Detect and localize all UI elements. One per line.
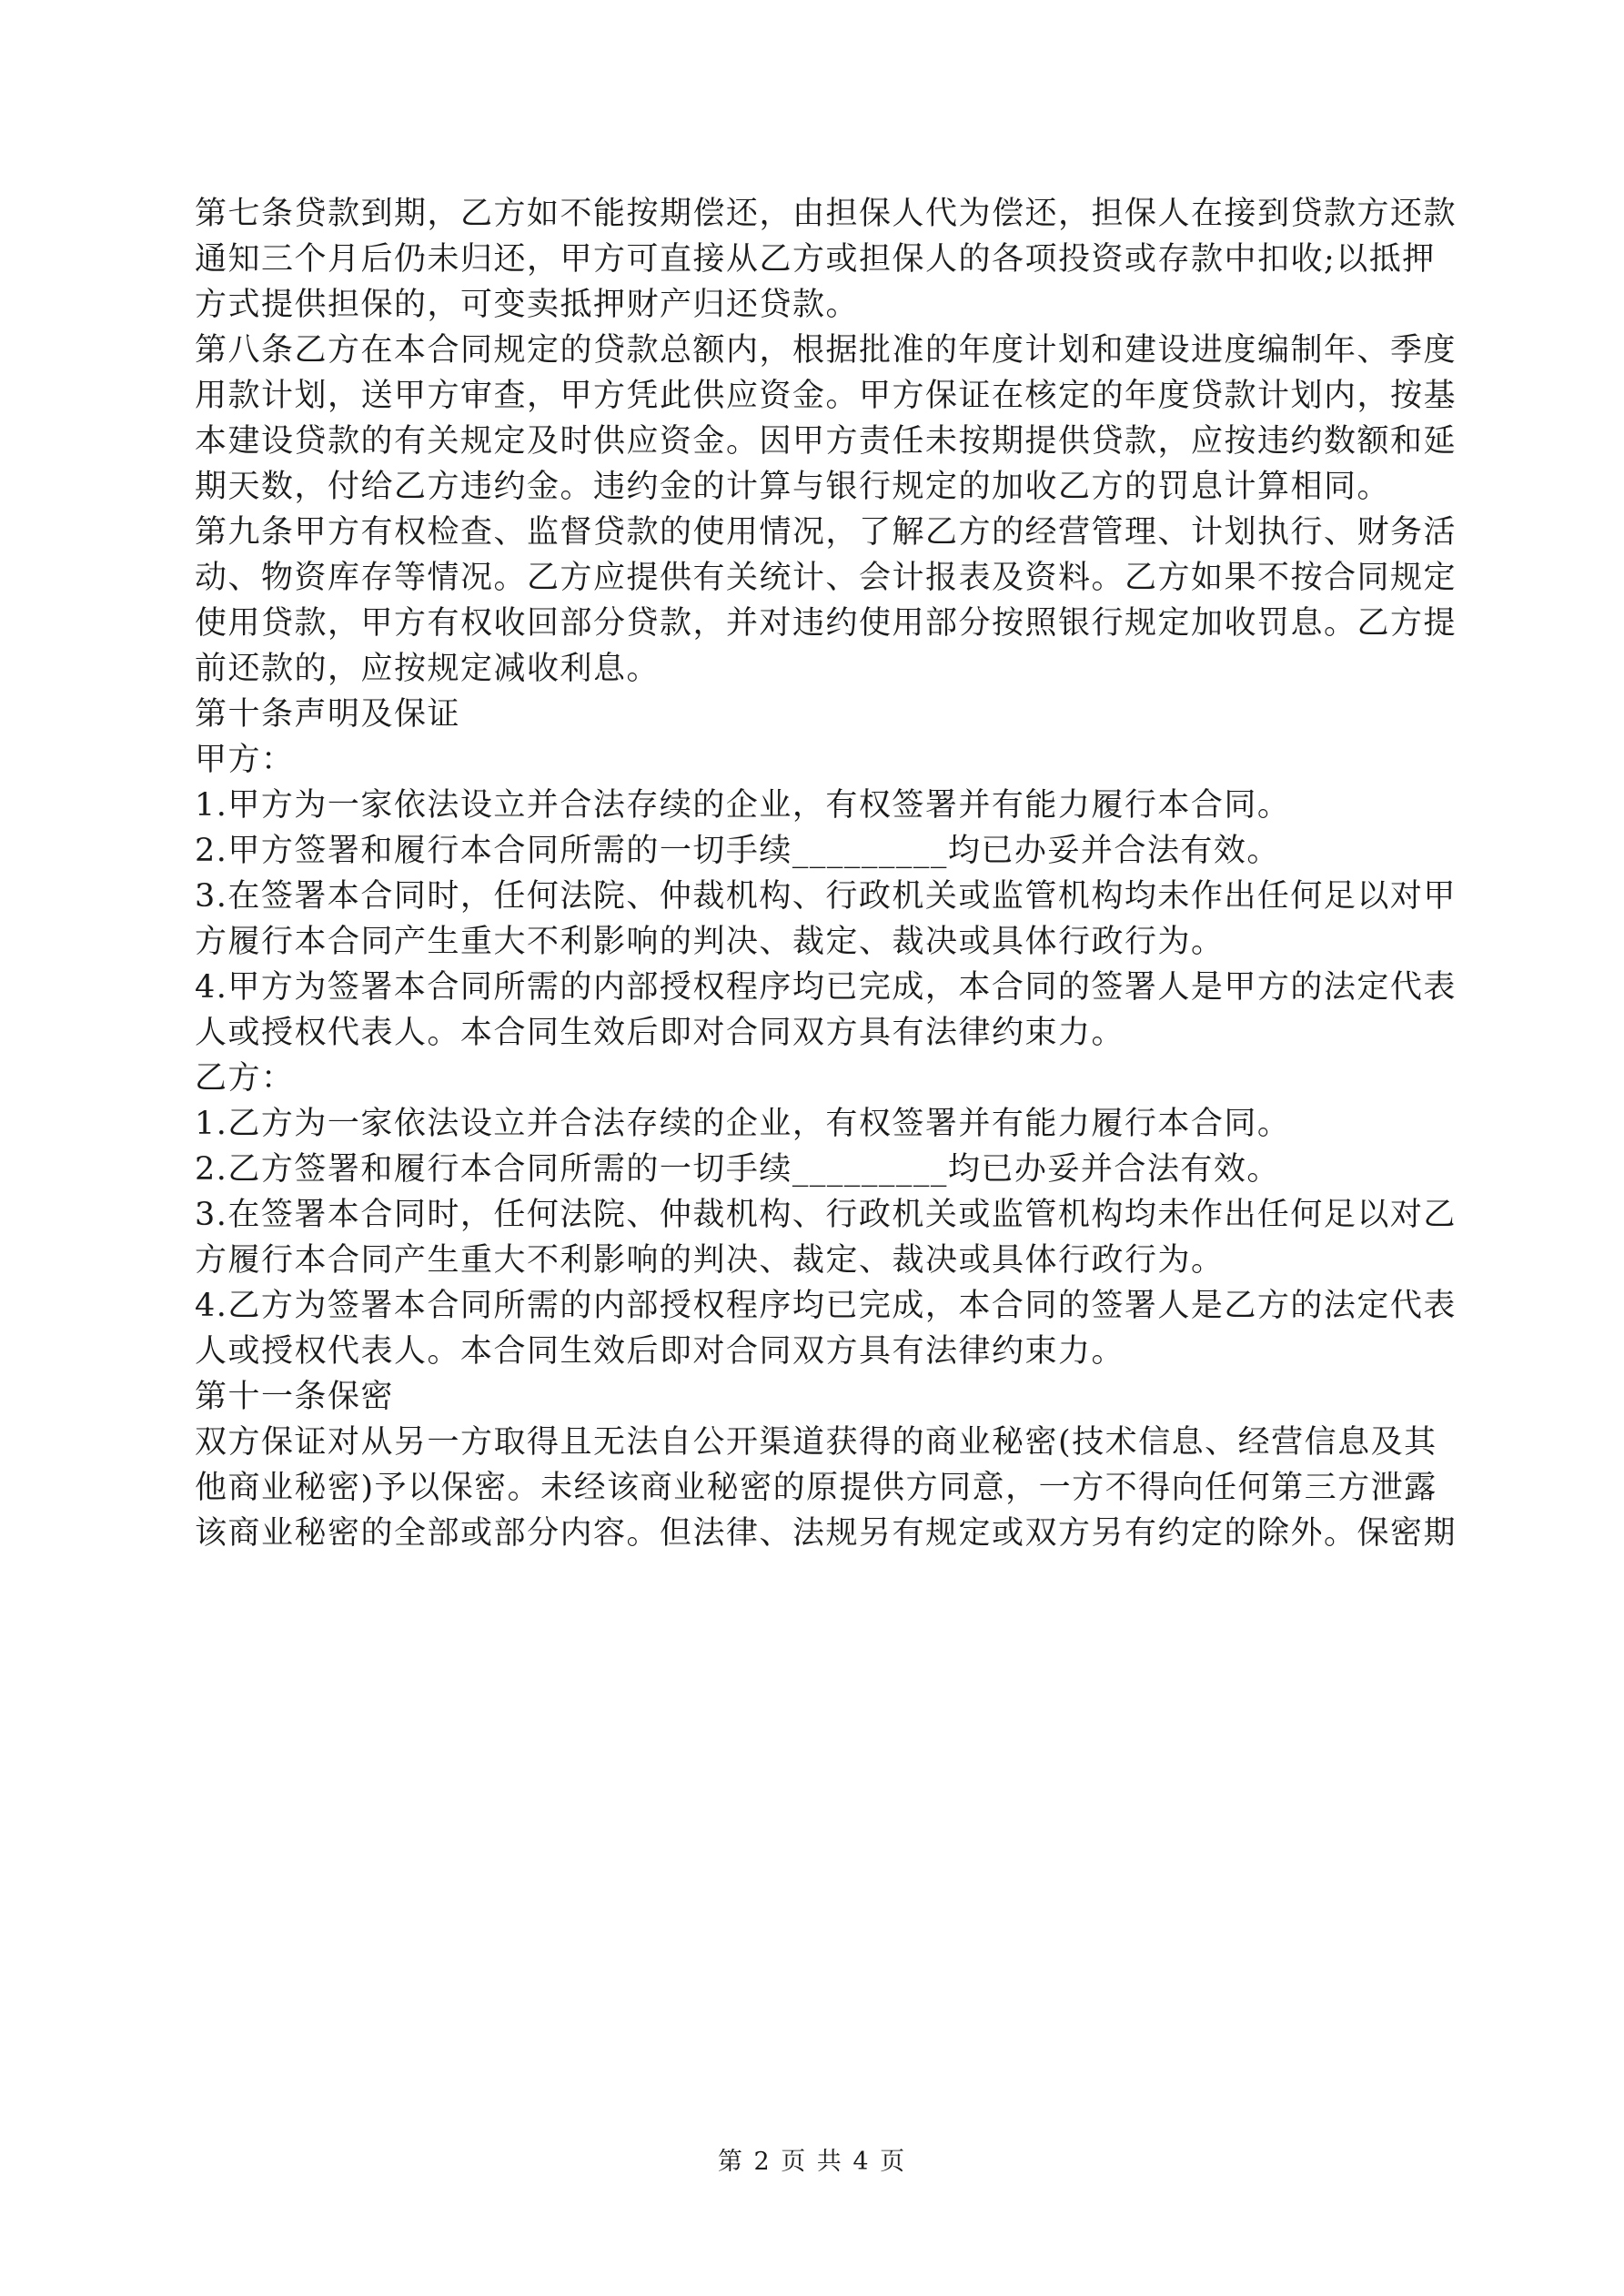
article-9-paragraph: [195, 510, 1464, 692]
text-line: 该商业秘密的全部或部分内容。但法律、法规另有规定或双方另有约定的除外。保密期: [195, 1515, 1458, 1552]
text-line: 前还款的，应按规定减收利息。: [195, 651, 661, 687]
text-line: 4.乙方为签署本合同所需的内部授权程序均已完成，本合同的签署人是乙方的法定代表: [195, 1288, 1457, 1324]
text-line: 2.乙方签署和履行本合同所需的一切手续_________均已办妥并合法有效。: [195, 1151, 1280, 1188]
text-line: 2.甲方签署和履行本合同所需的一切手续_________均已办妥并合法有效。: [195, 833, 1280, 869]
party-heading: 乙方：: [195, 1060, 295, 1097]
text-line: 3.在签署本合同时，任何法院、仲裁机构、行政机关或监管机构均未作出任何足以对甲: [195, 878, 1457, 915]
text-line: 使用贷款，甲方有权收回部分贷款，并对违约使用部分按照银行规定加收罚息。乙方提: [195, 605, 1458, 642]
text-line: 方履行本合同产生重大不利影响的判决、裁定、裁决或具体行政行为。: [195, 1242, 1225, 1279]
article-8-paragraph: [195, 328, 1464, 510]
party-b-heading: [195, 1056, 1464, 1101]
article-11-paragraph: [195, 1420, 1464, 1556]
party-b-clause-1: [195, 1101, 1464, 1147]
party-b-clause-4: [195, 1283, 1464, 1374]
text-line: 1.乙方为一家依法设立并合法存续的企业，有权签署并有能力履行本合同。: [195, 1106, 1291, 1142]
text-line: 方式提供担保的，可变卖抵押财产归还贷款。: [195, 287, 860, 323]
article-11-heading: [195, 1374, 1464, 1420]
party-a-clause-3: [195, 874, 1464, 965]
party-a-heading: [195, 737, 1464, 783]
text-line: 人或授权代表人。本合同生效后即对合同双方具有法律约束力。: [195, 1015, 1125, 1051]
party-b-clause-2: [195, 1147, 1464, 1192]
text-line: 第八条乙方在本合同规定的贷款总额内，根据批准的年度计划和建设进度编制年、季度: [195, 332, 1458, 369]
text-line: 第九条甲方有权检查、监督贷款的使用情况，了解乙方的经营管理、计划执行、财务活: [195, 514, 1458, 551]
article-10-heading: [195, 692, 1464, 737]
text-line: 1.甲方为一家依法设立并合法存续的企业，有权签署并有能力履行本合同。: [195, 787, 1291, 824]
text-line: 动、物资库存等情况。乙方应提供有关统计、会计报表及资料。乙方如果不按合同规定: [195, 560, 1458, 596]
text-line: 人或授权代表人。本合同生效后即对合同双方具有法律约束力。: [195, 1333, 1125, 1370]
text-line: 双方保证对从另一方取得且无法自公开渠道获得的商业秘密(技术信息、经营信息及其: [195, 1424, 1437, 1461]
text-line: 本建设贷款的有关规定及时供应资金。因甲方责任未按期提供贷款，应按违约数额和延: [195, 423, 1458, 460]
section-heading: 第十条声明及保证: [195, 696, 461, 733]
party-a-clause-2: [195, 828, 1464, 874]
article-7-paragraph: [195, 191, 1464, 328]
document-body: [195, 191, 1464, 1556]
party-a-clause-4: [195, 965, 1464, 1056]
party-b-clause-3: [195, 1192, 1464, 1283]
party-heading: 甲方：: [195, 742, 295, 778]
section-heading: 第十一条保密: [195, 1379, 395, 1415]
text-line: 第七条贷款到期，乙方如不能按期偿还，由担保人代为偿还，担保人在接到贷款方还款: [195, 196, 1458, 232]
text-line: 4.甲方为签署本合同所需的内部授权程序均已完成，本合同的签署人是甲方的法定代表: [195, 969, 1457, 1006]
text-line: 通知三个月后仍未归还，甲方可直接从乙方或担保人的各项投资或存款中扣收;以抵押: [195, 241, 1436, 278]
text-line: 3.在签署本合同时，任何法院、仲裁机构、行政机关或监管机构均未作出任何足以对乙: [195, 1197, 1457, 1233]
page-number-footer: 第 2 页 共 4 页: [717, 2148, 907, 2176]
text-line: 期天数，付给乙方违约金。违约金的计算与银行规定的加收乙方的罚息计算相同。: [195, 469, 1391, 505]
text-line: 方履行本合同产生重大不利影响的判决、裁定、裁决或具体行政行为。: [195, 924, 1225, 960]
text-line: 他商业秘密)予以保密。未经该商业秘密的原提供方同意，一方不得向任何第三方泄露: [195, 1470, 1437, 1506]
party-a-clause-1: [195, 783, 1464, 828]
text-line: 用款计划，送甲方审查，甲方凭此供应资金。甲方保证在核定的年度贷款计划内，按基: [195, 378, 1458, 414]
